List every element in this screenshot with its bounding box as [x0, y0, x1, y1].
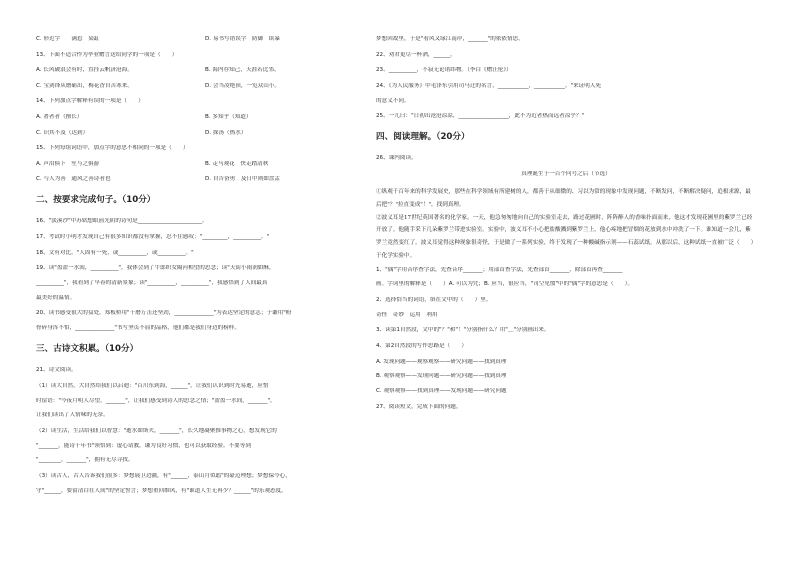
question-22: 22、劝君更尽一杯酒，______。	[376, 51, 456, 58]
answer-1-line-1: 1、"偶"字用音序查字法，先查音序_______；用部首查字法，先查部首_______，除部首再查_______	[376, 266, 623, 273]
option-d: D. 会当凌绝顶，一览众山小。	[205, 82, 280, 89]
question-20-line-1: 20、读书感受很大的益处，郑板桥用"千磨万击还坚劲，______________"为表达坚定的意志；于谦用"粉	[36, 310, 292, 317]
continued-line: 梦想回故里，于是"看风又绿江南岸，_______"的依依情思。	[376, 36, 524, 42]
paragraph-text: ①纵观千百年来的科学发展史，那些在科学领域有所建树的人，都善于从细微的、习以为常的现象中发现问题，不断发问，不断解决疑问，追根求源，最后把"？"拉直变成"！"，找到真理。	[376, 189, 751, 209]
poem-part-1-line-2: 时留语："今夜月明人尽望，_______"，让我们感受到诗人的思念之情；"盈盈一水间，_______"，	[36, 397, 276, 404]
poem-part-3-line-1: （3）读古人，古人告诉我们很多：梦想展卫边疆，有"______，泰山月似鸱"的豪迈理想；梦想保今心，	[36, 473, 291, 480]
question-20-line-2: 骨碎身浑不怕，______________"书写坚贞不屈的品格，他们都是我们身边的榜样。	[36, 325, 240, 332]
option-row	[36, 67, 374, 74]
option-row	[36, 36, 374, 43]
poem-part-2-line-3: "________，_______"，拥有无尽寻找。	[36, 457, 134, 464]
passage-paragraph-1	[376, 186, 756, 211]
option-b: B. 走马观花 快走踏清秋	[205, 160, 269, 167]
question-19-line-1: 19、读"盈盈一水间，__________"，我体会到了牛郎织女隔河相望的思念；读"天街小雨润如酥，	[36, 265, 275, 272]
option-a: A. 声泪俱下 笙与之俱游	[36, 160, 100, 167]
option-row	[36, 176, 374, 183]
option-a: A. 著者者（擅长）	[36, 113, 83, 120]
question-24-line-2: 的意义不同。	[376, 97, 410, 104]
option-a: A. 长风破浪会有时，直挂云帆济沧海。	[36, 67, 133, 74]
passage-paragraph-2	[376, 212, 756, 263]
option-d: D. 自告奋勇 及日中则如盘盂	[205, 176, 280, 183]
poem-part-1-line-3: 让我们读出了人情味的无奈。	[36, 412, 109, 419]
question-17: 17、考试时小明才发现自己有很多知识都没有掌握，忍不住感叹："_________，__________。"	[36, 233, 270, 240]
poem-part-1-line-1: （1）读大自然，大自然给我们以启迪："百川东到海，______"，让我们认识到时光易逝，应惜	[36, 382, 269, 389]
question-18: 18、文有对比。"人固有一死，或__________，或__________。"	[36, 249, 194, 256]
answer-2-line-2: 奇怪 奇妙 运用 利用	[376, 311, 438, 318]
option-b: B. 多知乎（知道）	[205, 113, 252, 120]
poem-part-2-line-2: "_______，能诗千年书"领悟到：虚心请教，谦为良好习惯，也可以获取经验。不要等到	[36, 442, 251, 449]
option-c: C. 识其不及（达到）	[36, 129, 89, 136]
option-c: C. 与人为善 通风之善诗者也	[36, 176, 111, 183]
poem-part-2-line-1: （2）读生活，生活给我们以智慧："逝水如斯夫，_______"，长久地凝聚推事物之心，想发现它的	[36, 427, 277, 434]
answer-4-option-b: B. 观察观察——发现问题——研究问题——找到真理	[376, 373, 507, 380]
section-3-heading: 三、古诗文积累。（10分）	[36, 344, 139, 355]
answer-4-option-c: C. 观察观察——找到真理——发现问题——研究问题	[376, 388, 507, 395]
section-2-heading: 二、按要求完成句子。（10分）	[36, 195, 156, 206]
question-14: 14、下列加点字解释有误的一项是（ ）	[36, 98, 144, 105]
option-row	[36, 130, 374, 137]
passage-title: 真理诞生于一百个问号之后（节选）	[521, 170, 611, 177]
question-15: 15、下列每组词语中，加点字的意思不相同的一项是（ ）	[36, 145, 189, 152]
paragraph-text: ②波义耳是17世纪英国著名的化学家。一天，他急匆匆地向自己的实验室走去，路过花圃时，阵阵醉人的香味扑面而来，他这才发现花圃里的紫罗兰已经开放了。他随手采下几朵紫罗兰带进实验室。实验中，波义耳不小心把盐酸溅到紫罗兰上，他心疼地把冒烟的花放到水中冲洗了一下。谁知道一会儿，紫罗兰竟然变红了。波义耳觉得这种现象很奇怪，于是做了一系列实验，终于发现了一种酸碱指示剂——石蕊试纸。从那以后，这种试纸一直被广泛（ ）于化学实验中。	[376, 214, 754, 259]
option-b: B. 海内存知己，天涯若比邻。	[205, 67, 280, 74]
question-21: 21、诗文阅读。	[36, 367, 77, 374]
option-d: D. 易书写错误字 防御 缤暴	[205, 36, 280, 42]
answer-4: 4、第2自然段的写作思路是（ ）	[376, 342, 468, 349]
answer-4-option-a: A. 发现问题——观察观察——研究问题——找到真理	[376, 358, 507, 365]
section-4-heading: 四、阅读理解。（20分）	[376, 132, 470, 143]
question-25: 25、一儿曰："日初出沧沧凉凉，__________________，此不为近者热而远者凉乎？"	[376, 113, 585, 120]
question-16: 16、"淡溪沙"中苏轼想眼前光阴的诗句是_______________________。	[36, 218, 208, 225]
question-19-line-3: 最美好的温情。	[36, 294, 76, 301]
question-24-line-1: 24、《为人民服务》中毛泽东引用司马迁的名言，___________，___________。"来证明人死	[376, 82, 602, 89]
option-d: D. 探汤（热水）	[205, 129, 247, 136]
option-row	[36, 83, 374, 90]
question-26: 26、课内阅读。	[376, 155, 417, 162]
option-c: C. 宝剑锋从磨砺出，梅花香自苦寒来。	[36, 82, 133, 89]
question-23: 23、__________，不寂无论诸纬物。（李白《赠汪伦》）	[376, 67, 512, 74]
question-13: 13、下面不适合作为毕业赠言送给同学的一项是（ ）	[36, 51, 178, 58]
option-row	[36, 114, 374, 121]
question-27: 27、阅读短文，完成下面的问题。	[376, 403, 462, 410]
left-column	[36, 36, 374, 503]
right-column	[376, 36, 756, 419]
answer-3: 3、读第1自然段，文中的"？"和"！"分别指什么？用"＿"分别画出来。	[376, 327, 550, 334]
option-row	[36, 161, 374, 168]
answer-1-line-2: 画。字词里的解释是（ ）A. 可以为凭；B. 应当，很应当，"司空见惯"中的"偶"字的意思是（ ）。	[376, 281, 634, 288]
question-19-line-2: __________"，我看到了早春的清新景象；读"__________，__________"，我感悟到了人间最真	[36, 279, 268, 286]
poem-part-3-line-2: 守"______，要留清白在人间"的坚定誓言；梦想重回维风，有"谁道人生无再少？______"的乐观态度。	[36, 487, 287, 494]
answer-2-line-1: 2、选择恰当的词语，填在文中的（ ）里。	[376, 296, 492, 303]
option-c: C. 形近字 满惹 染缸	[36, 36, 100, 42]
